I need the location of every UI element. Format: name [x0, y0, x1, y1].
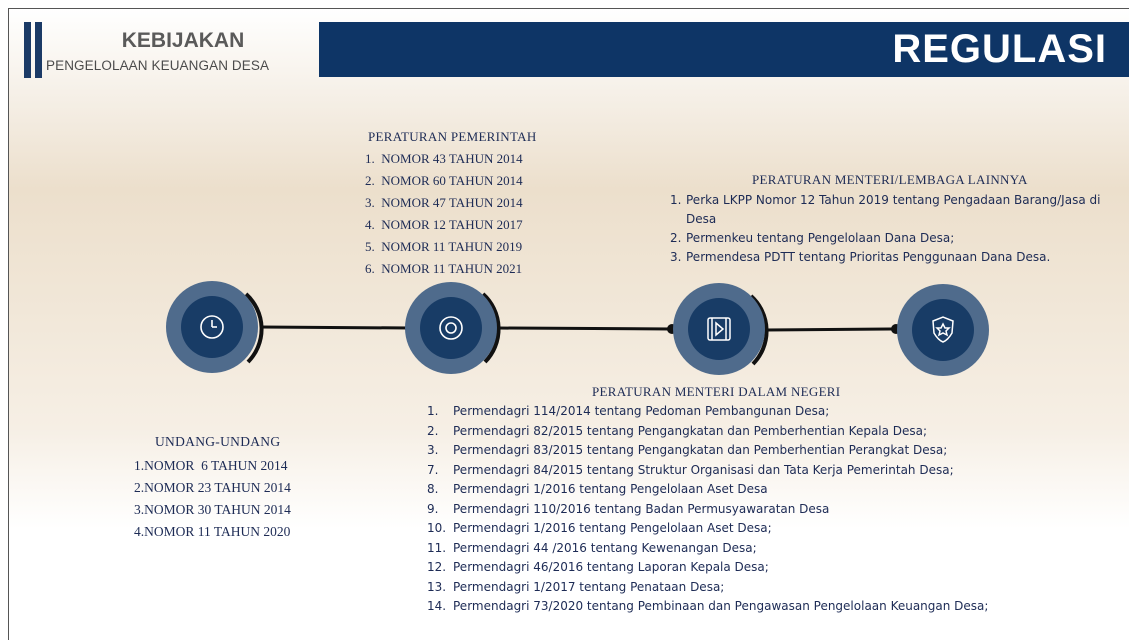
list-item: 4.NOMOR 11 TAHUN 2020: [134, 524, 291, 539]
list-item: [670, 229, 1110, 248]
item-number: 2.: [427, 423, 439, 438]
item-text: Permendagri 82/2015 tentang Pengangkatan dan Pemberhentian Kepala Desa;: [453, 423, 928, 438]
banner-title: REGULASI: [892, 27, 1107, 71]
item-text: Permendagri 73/2020 tentang Pembinaan dan Pengawasan Pengelolaan Keuangan Desa;: [453, 599, 989, 613]
item-text: NOMOR 11 TAHUN 2019: [381, 239, 523, 254]
list-item: [365, 172, 523, 194]
list-item: [427, 539, 988, 559]
item-number: 12.: [427, 560, 447, 574]
list-item: [365, 216, 523, 238]
item-text: Permendagri 83/2015 tentang Pengangkatan dan Pemberhentian Perangkat Desa;: [453, 443, 948, 457]
header-subtitle: PENGELOLAAN KEUANGAN DESA: [46, 58, 270, 73]
peraturan-mendagri-title: PERATURAN MENTERI DALAM NEGERI: [592, 384, 841, 399]
item-text: Permendagri 110/2016 tentang Badan Permusyawaratan Desa: [453, 501, 830, 516]
peraturan-mendagri-list: [427, 402, 988, 617]
item-number: 1.: [365, 151, 375, 166]
timeline-node-undang-undang: [166, 281, 262, 373]
peraturan-pemerintah-title: PERATURAN PEMERINTAH: [368, 129, 537, 144]
item-number: 1.: [427, 404, 439, 418]
item-number: 11.: [427, 540, 447, 555]
item-text: Permendesa PDTT tentang Prioritas Penggunaan Dana Desa.: [686, 250, 1051, 264]
item-number: 2.: [365, 173, 375, 188]
item-number: 3.: [365, 195, 375, 210]
list-item: 3.NOMOR 30 TAHUN 2014: [134, 502, 291, 517]
timeline-node-peraturan-menteri-lainnya: [673, 283, 767, 375]
list-item: [427, 578, 988, 598]
item-number: 3.: [427, 443, 439, 457]
timeline-node-peraturan-mendagri: [897, 284, 989, 376]
item-text: NOMOR 47 TAHUN 2014: [381, 195, 523, 210]
item-text: NOMOR 43 TAHUN 2014: [381, 151, 523, 166]
list-item: [427, 597, 988, 617]
item-number: 10.: [427, 521, 447, 535]
list-item: [670, 191, 1110, 229]
item-number: 13.: [427, 579, 447, 594]
list-item: [427, 422, 988, 442]
list-item: [427, 480, 988, 500]
item-text: NOMOR 11 TAHUN 2021: [381, 261, 523, 276]
item-text: Permenkeu tentang Pengelolaan Dana Desa;: [686, 231, 955, 245]
item-number: 7.: [427, 462, 439, 477]
item-text: Permendagri 1/2016 tentang Pengelolaan Aset Desa: [453, 482, 768, 496]
item-number: 1.: [670, 193, 682, 207]
list-item: [427, 441, 988, 461]
item-text: Permendagri 84/2015 tentang Struktur Organisasi dan Tata Kerja Pemerintah Desa;: [453, 462, 954, 477]
list-item: [427, 519, 988, 539]
list-item: [670, 248, 1110, 267]
item-number: 5.: [365, 239, 375, 254]
undang-undang-list: [134, 456, 291, 544]
list-item: [365, 194, 523, 216]
item-number: 14.: [427, 599, 447, 613]
list-item: [427, 402, 988, 422]
item-text: Permendagri 1/2016 tentang Pengelolaan Aset Desa;: [453, 521, 772, 535]
item-number: 9.: [427, 501, 439, 516]
list-item: [427, 558, 988, 578]
timeline-node-peraturan-pemerintah: [405, 282, 499, 374]
item-text: NOMOR 12 TAHUN 2017: [381, 217, 523, 232]
item-text: Perka LKPP Nomor 12 Tahun 2019 tentang Pengadaan Barang/Jasa di Desa: [686, 193, 1101, 226]
item-text: Permendagri 1/2017 tentang Penataan Desa;: [453, 579, 725, 594]
list-item: 2.NOMOR 23 TAHUN 2014: [134, 480, 291, 495]
list-item: [427, 500, 988, 520]
peraturan-menteri-lainnya-list: [670, 191, 1110, 267]
list-item: [365, 238, 523, 260]
item-text: NOMOR 60 TAHUN 2014: [381, 173, 523, 188]
item-text: Permendagri 46/2016 tentang Laporan Kepala Desa;: [453, 560, 769, 574]
list-item: [365, 150, 523, 172]
item-number: 6.: [365, 261, 375, 276]
list-item: [427, 461, 988, 481]
header-title: KEBIJAKAN: [121, 29, 245, 52]
peraturan-pemerintah-list: [365, 150, 523, 282]
item-number: 2.: [670, 231, 682, 245]
timeline-line: [260, 323, 901, 334]
undang-undang-title: UNDANG-UNDANG: [155, 434, 281, 449]
list-item: 1.NOMOR 6 TAHUN 2014: [134, 458, 288, 473]
item-number: 8.: [427, 482, 439, 496]
item-text: Permendagri 114/2014 tentang Pedoman Pembangunan Desa;: [453, 404, 830, 418]
peraturan-menteri-lainnya-title: PERATURAN MENTERI/LEMBAGA LAINNYA: [752, 172, 1028, 187]
item-number: 4.: [365, 217, 375, 232]
item-text: Permendagri 44 /2016 tentang Kewenangan Desa;: [453, 540, 757, 555]
item-number: 3.: [670, 250, 682, 264]
list-item: [365, 260, 523, 282]
